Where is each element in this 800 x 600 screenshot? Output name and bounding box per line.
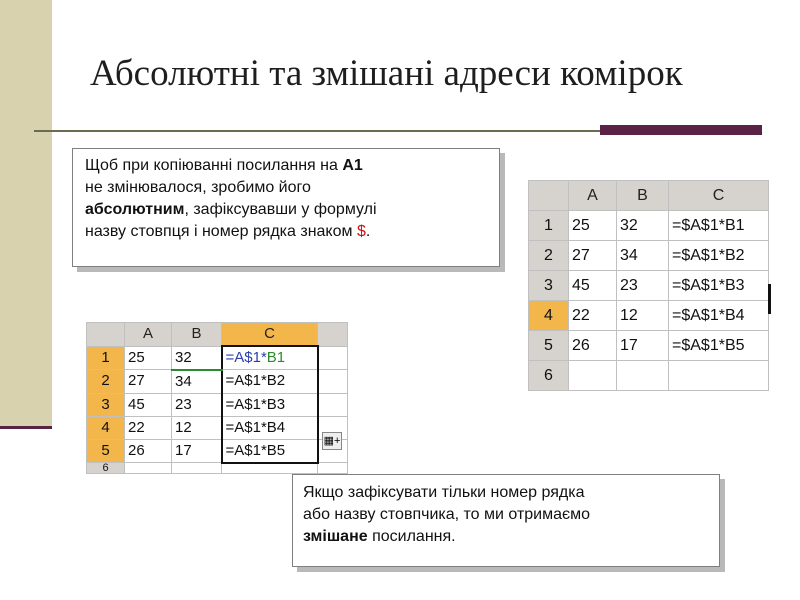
table-row xyxy=(529,331,769,361)
cell[interactable] xyxy=(318,393,348,416)
table-row xyxy=(529,271,769,301)
table-row xyxy=(87,439,348,463)
cell[interactable]: 25 xyxy=(569,211,617,241)
side-decor-bar xyxy=(0,0,52,428)
table-row xyxy=(87,463,348,474)
row-header-active[interactable]: 4 xyxy=(529,301,569,331)
callout-mixed xyxy=(292,474,720,567)
cell[interactable]: 27 xyxy=(569,241,617,271)
cell[interactable]: 34 xyxy=(172,370,222,394)
text-span: . xyxy=(365,223,371,240)
cell[interactable] xyxy=(222,463,318,474)
cell[interactable] xyxy=(569,361,617,391)
cell[interactable] xyxy=(172,463,222,474)
cell-formula[interactable] xyxy=(222,346,318,370)
col-header-c[interactable]: C xyxy=(669,181,769,211)
cell[interactable]: 45 xyxy=(125,393,172,416)
row-header[interactable]: 2 xyxy=(529,241,569,271)
cell[interactable] xyxy=(125,463,172,474)
row-header[interactable]: 6 xyxy=(87,463,125,474)
row-header[interactable]: 1 xyxy=(87,346,125,370)
cell[interactable]: 23 xyxy=(172,393,222,416)
cell[interactable]: 26 xyxy=(125,439,172,463)
callout-absolute-line4 xyxy=(85,221,487,243)
callout-mixed-line3 xyxy=(303,526,709,548)
cell[interactable]: 45 xyxy=(569,271,617,301)
paste-options-icon[interactable]: ▦+ xyxy=(322,432,342,450)
cell[interactable]: 23 xyxy=(617,271,669,301)
table-row xyxy=(529,241,769,271)
cell-formula[interactable]: =A$1*B4 xyxy=(222,416,318,439)
text-bold: абсолютним xyxy=(85,201,185,218)
cell-formula[interactable]: =A$1*B2 xyxy=(222,370,318,394)
col-header-b[interactable]: B xyxy=(172,323,222,347)
cell[interactable]: 26 xyxy=(569,331,617,361)
formula-rel-part: B1 xyxy=(266,349,286,366)
row-header[interactable]: 3 xyxy=(529,271,569,301)
cell[interactable]: =$A$1*B3 xyxy=(669,271,769,301)
cell[interactable]: 17 xyxy=(617,331,669,361)
cell-formula[interactable]: =A$1*B5 xyxy=(222,439,318,463)
formula-abs-part: =A$1* xyxy=(225,349,267,366)
table-row xyxy=(529,211,769,241)
spreadsheet-absolute xyxy=(528,180,769,391)
dollar-sign: $ xyxy=(356,223,366,240)
cell-cursor-bar xyxy=(768,284,771,314)
cell[interactable] xyxy=(318,463,348,474)
row-header[interactable]: 3 xyxy=(87,393,125,416)
cell[interactable]: =$A$1*B2 xyxy=(669,241,769,271)
text-bold: змішане xyxy=(303,528,368,545)
text-span: назву стовпця і номер рядка знаком xyxy=(85,223,357,240)
cell[interactable]: =$A$1*B1 xyxy=(669,211,769,241)
cell[interactable]: 17 xyxy=(172,439,222,463)
corner-cell[interactable] xyxy=(87,323,125,347)
cell[interactable]: 34 xyxy=(617,241,669,271)
text-span: Щоб при копіюванні посилання на xyxy=(85,157,343,174)
corner-cell[interactable] xyxy=(529,181,569,211)
row-header[interactable]: 5 xyxy=(87,439,125,463)
cell[interactable]: 12 xyxy=(172,416,222,439)
cell[interactable]: 22 xyxy=(125,416,172,439)
cell[interactable]: 12 xyxy=(617,301,669,331)
table-row xyxy=(87,370,348,394)
slide-title: Абсолютні та змішані адреси комірок xyxy=(90,53,683,94)
side-decor-line xyxy=(0,426,52,429)
col-header-a[interactable]: A xyxy=(125,323,172,347)
cell[interactable] xyxy=(669,361,769,391)
table-row xyxy=(529,301,769,331)
cell[interactable]: 25 xyxy=(125,346,172,370)
cell[interactable] xyxy=(318,346,348,370)
cell[interactable]: 22 xyxy=(569,301,617,331)
callout-absolute xyxy=(72,148,500,267)
callout-absolute-line1 xyxy=(85,155,487,177)
row-header[interactable]: 6 xyxy=(529,361,569,391)
cell[interactable] xyxy=(617,361,669,391)
callout-absolute-line3 xyxy=(85,199,487,221)
table-row xyxy=(87,416,348,439)
cell[interactable]: =$A$1*B4 xyxy=(669,301,769,331)
title-rule xyxy=(34,130,602,132)
col-header-c[interactable]: C xyxy=(222,323,318,347)
cell[interactable]: 32 xyxy=(172,346,222,370)
row-header[interactable]: 5 xyxy=(529,331,569,361)
cell[interactable]: 27 xyxy=(125,370,172,394)
callout-mixed-line2: або назву стовпчика, то ми отримаємо xyxy=(303,506,591,523)
cell[interactable]: =$A$1*B5 xyxy=(669,331,769,361)
cell[interactable]: 32 xyxy=(617,211,669,241)
text-span: посилання. xyxy=(367,528,456,545)
cell-formula[interactable]: =A$1*B3 xyxy=(222,393,318,416)
cell[interactable] xyxy=(318,370,348,394)
row-header[interactable]: 4 xyxy=(87,416,125,439)
callout-absolute-line2: не змінювалося, зробимо його xyxy=(85,179,311,196)
callout-mixed-line1: Якщо зафіксувати тільки номер рядка xyxy=(303,484,585,501)
spreadsheet-mixed xyxy=(86,322,348,474)
row-header[interactable]: 2 xyxy=(87,370,125,394)
row-header[interactable]: 1 xyxy=(529,211,569,241)
col-header-d[interactable] xyxy=(318,323,348,347)
text-bold: А1 xyxy=(342,157,363,174)
table-row xyxy=(87,346,348,370)
title-rule-accent xyxy=(600,125,762,135)
table-row xyxy=(87,393,348,416)
text-span: , зафіксувавши у формулі xyxy=(184,201,377,218)
col-header-a[interactable]: A xyxy=(569,181,617,211)
col-header-b[interactable]: B xyxy=(617,181,669,211)
table-row xyxy=(529,361,769,391)
